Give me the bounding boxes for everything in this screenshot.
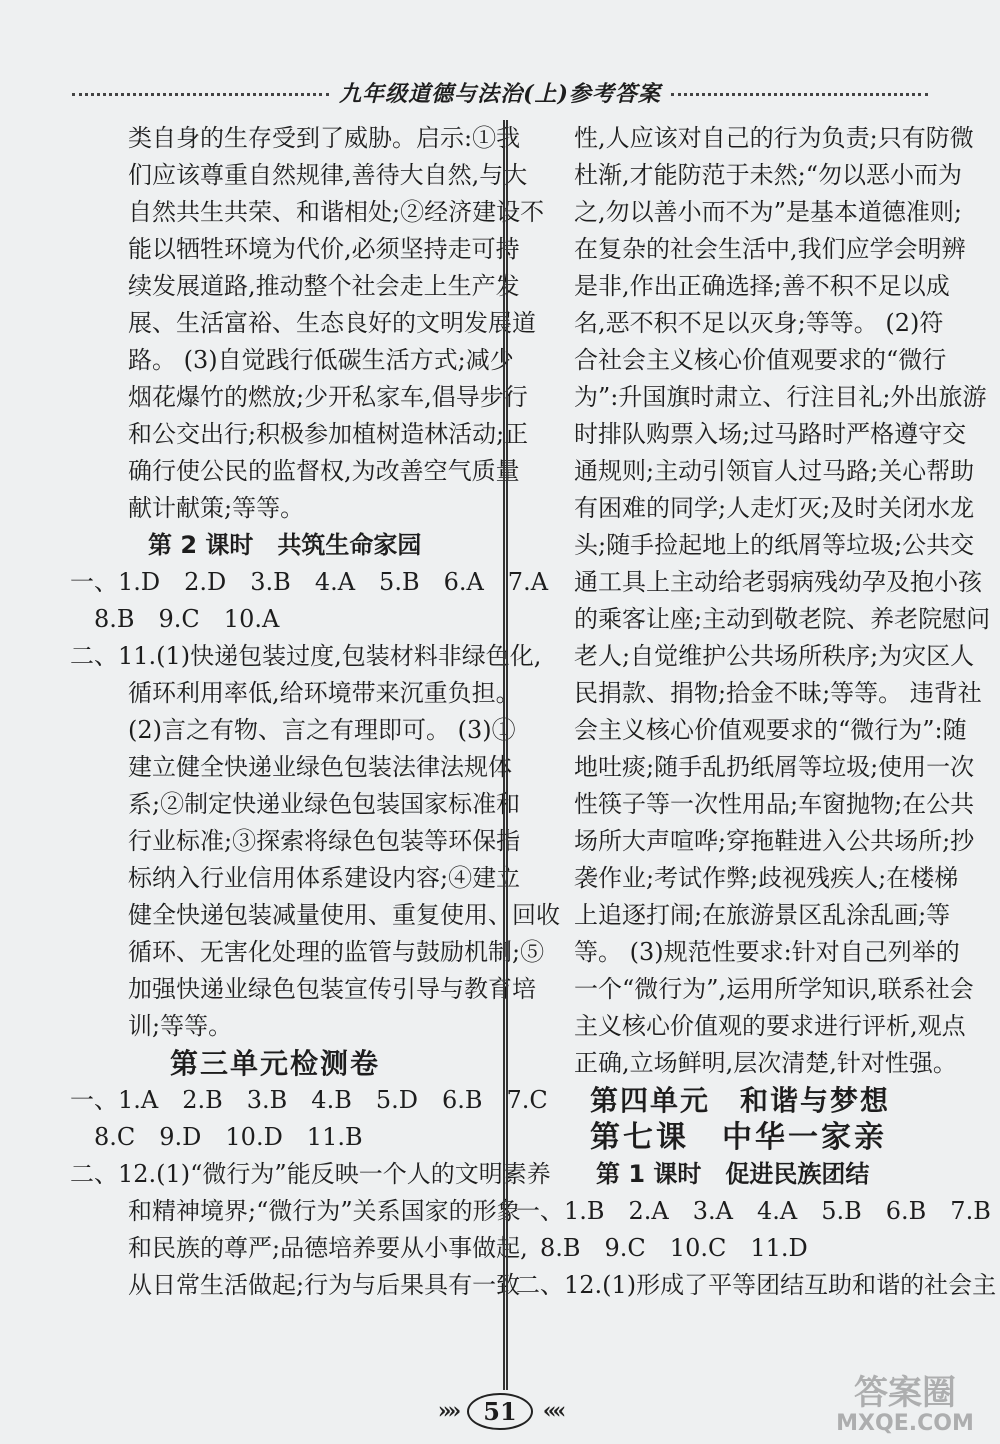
text-line: 通工具上主动给老弱病残幼孕及抱小孩: [574, 568, 982, 596]
text-line: 一、1.B 2.A 3.A 4.A 5.B 6.B 7.B: [516, 1197, 991, 1225]
text-line: 场所大声喧哗;穿拖鞋进入公共场所;抄: [574, 827, 975, 855]
column-divider: [503, 120, 508, 1390]
watermark: [830, 1374, 980, 1440]
text-line: 循环、无害化处理的监管与鼓励机制;⑤: [128, 938, 545, 966]
text-line: 行业标准;③探索将绿色包装等环保指: [128, 827, 521, 855]
watermark-url: MXQE.COM: [836, 1411, 974, 1436]
text-line: 和精神境界;“微行为”关系国家的形象: [128, 1197, 521, 1225]
text-line: 等。 (3)规范性要求:针对自己列举的: [574, 938, 960, 966]
text-line: 在复杂的社会生活中,我们应学会明辨: [574, 235, 966, 263]
header-rule-left: [72, 93, 329, 96]
text-line: 献计献策;等等。: [128, 494, 305, 522]
text-line: 民捐款、捐物;拾金不昧;等等。 违背社: [574, 679, 982, 707]
text-line: 类自身的生存受到了威胁。启示:①我: [128, 124, 521, 152]
header-rule-right: [671, 93, 928, 96]
text-line: 8.B 9.C 10.A: [94, 605, 280, 633]
text-line: 一、1.A 2.B 3.B 4.B 5.D 6.B 7.C: [70, 1086, 548, 1114]
footer-mark-left: »»: [437, 1398, 458, 1424]
text-line: 和民族的尊严;品德培养要从小事做起,: [128, 1234, 528, 1262]
text-line: 展、生活富裕、生态良好的文明发展道: [128, 309, 536, 337]
text-line: 性筷子等一次性用品;车窗抛物;在公共: [574, 790, 975, 818]
text-line: 从日常生活做起;行为与后果具有一致: [128, 1271, 521, 1299]
text-line: 自然共生共荣、和谐相处;②经济建设不: [128, 198, 545, 226]
text-line: 建立健全快递业绿色包装法律法规体: [128, 753, 512, 781]
text-line: 主义核心价值观的要求进行评析,观点: [574, 1012, 966, 1040]
text-line: 有困难的同学;人走灯灭;及时关闭水龙: [574, 494, 975, 522]
text-line: 8.B 9.C 10.C 11.D: [540, 1234, 808, 1262]
section-heading: 第 1 课时 促进民族团结: [596, 1160, 870, 1188]
text-line: 系;②制定快递业绿色包装国家标准和: [128, 790, 521, 818]
text-line: 烟花爆竹的燃放;少开私家车,倡导步行: [128, 383, 528, 411]
text-line: 通规则;主动引领盲人过马路;关心帮助: [574, 457, 975, 485]
section-heading: 第 2 课时 共筑生命家园: [148, 531, 422, 559]
page-header: [72, 72, 928, 112]
text-line: 路。 (3)自觉践行低碳生活方式;减少: [128, 346, 514, 374]
right-column: [516, 120, 997, 1304]
text-line: 循环利用率低,给环境带来沉重负担。: [128, 679, 520, 707]
text-line: 杜渐,才能防范于未然;“勿以恶小而为: [574, 161, 962, 189]
text-line: 二、11.(1)快递包装过度,包装材料非绿色化,: [70, 642, 542, 670]
footer-mark-right: ««: [542, 1398, 563, 1424]
text-line: 们应该尊重自然规律,善待大自然,与大: [128, 161, 528, 189]
text-line: 地吐痰;随手乱扔纸屑等垃圾;使用一次: [574, 753, 975, 781]
text-line: 二、12.(1)“微行为”能反映一个人的文明素养: [70, 1160, 551, 1188]
text-line: 续发展道路,推动整个社会走上生产发: [128, 272, 520, 300]
text-line: 会主义核心价值观要求的“微行为”:随: [574, 716, 967, 744]
text-line: 一个“微行为”,运用所学知识,联系社会: [574, 975, 974, 1003]
text-line: 老人;自觉维护公共场所秩序;为灾区人: [574, 642, 975, 670]
text-line: 之,勿以善小而不为”是基本道德准则;: [574, 198, 962, 226]
text-line: 合社会主义核心价值观要求的“微行: [574, 346, 947, 374]
page-number: 51: [467, 1393, 532, 1430]
text-line: 名,恶不积不足以灭身;等等。 (2)符: [574, 309, 944, 337]
text-line: 袭作业;考试作弊;歧视残疾人;在楼梯: [574, 864, 959, 892]
text-line: 和公交出行;积极参加植树造林活动;正: [128, 420, 529, 448]
text-line: 正确,立场鲜明,层次清楚,针对性强。: [574, 1049, 957, 1077]
text-line: (2)言之有物、言之有理即可。 (3)①: [128, 716, 516, 744]
header-title: 九年级道德与法治(上)参考答案: [339, 80, 661, 107]
text-line: 时排队购票入场;过马路时严格遵守交: [574, 420, 967, 448]
text-line: 的乘客让座;主动到敬老院、养老院慰问: [574, 605, 991, 633]
text-line: 为”:升国旗时肃立、行注目礼;外出旅游: [574, 383, 987, 411]
text-line: 健全快递包装减量使用、重复使用、回收: [128, 901, 560, 929]
text-line: 头;随手捡起地上的纸屑等垃圾;公共交: [574, 531, 975, 559]
text-line: 一、1.D 2.D 3.B 4.A 5.B 6.A 7.A: [70, 568, 549, 596]
section-heading: 第三单元检测卷: [170, 1047, 381, 1080]
text-line: 确行使公民的监督权,为改善空气质量: [128, 457, 520, 485]
text-line: 是非,作出正确选择;善不积不足以成: [574, 272, 950, 300]
left-column: [70, 120, 560, 1304]
text-line: 加强快递业绿色包装宣传引导与教育培: [128, 975, 536, 1003]
section-heading: 第七课 中华一家亲: [590, 1120, 887, 1155]
text-line: 标纳入行业信用体系建设内容;④建立: [128, 864, 521, 892]
watermark-logo: 答案圈: [854, 1373, 956, 1413]
text-line: 训;等等。: [128, 1012, 233, 1040]
text-line: 性,人应该对自己的行为负责;只有防微: [574, 124, 974, 152]
text-line: 二、12.(1)形成了平等团结互助和谐的社会主: [516, 1271, 997, 1299]
text-line: 上追逐打闹;在旅游景区乱涂乱画;等: [574, 901, 951, 929]
text-line: 能以牺牲环境为代价,必须坚持走可持: [128, 235, 520, 263]
section-heading: 第四单元 和谐与梦想: [590, 1084, 891, 1117]
text-line: 8.C 9.D 10.D 11.B: [94, 1123, 363, 1151]
